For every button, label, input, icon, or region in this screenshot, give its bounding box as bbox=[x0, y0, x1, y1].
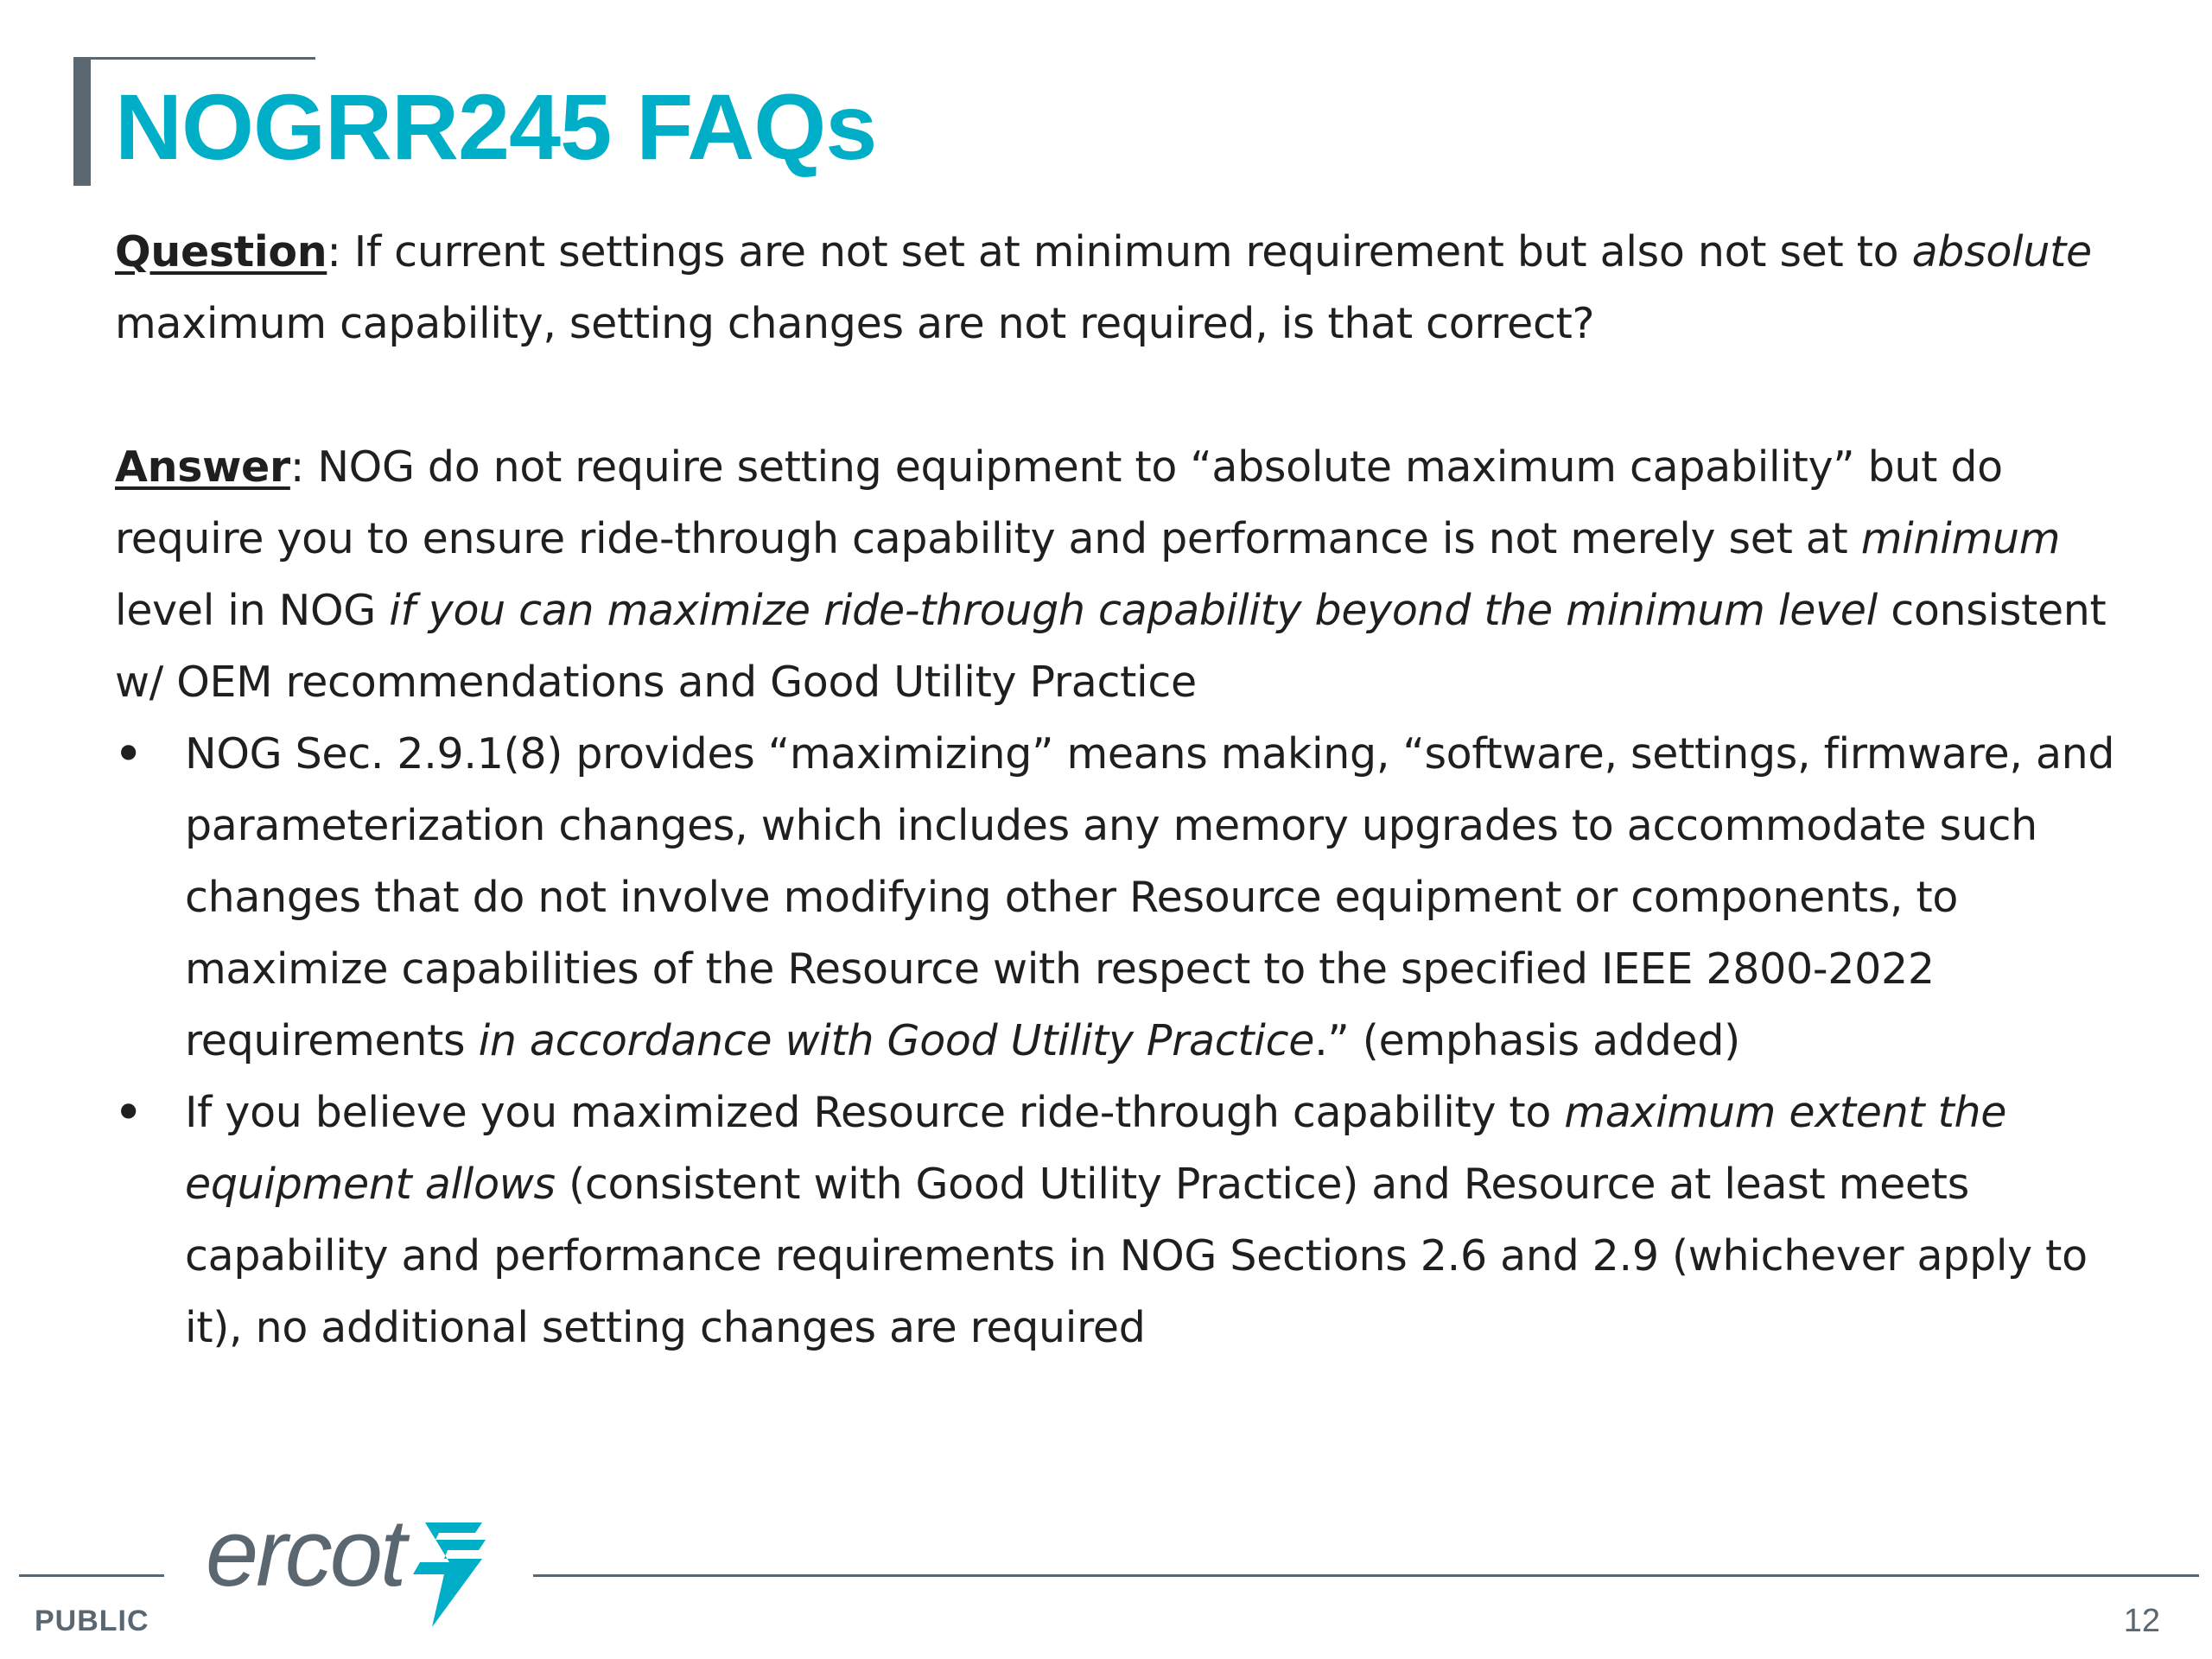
answer-text-3-post: consistent bbox=[1877, 586, 2107, 635]
bullet-1-text-5-post: .” (emphasis added) bbox=[1314, 1016, 1740, 1065]
question-label: Question bbox=[115, 227, 327, 276]
ercot-logo-wordmark: ercot bbox=[206, 1500, 404, 1606]
bullet-2-emphasis-1: maximum extent the bbox=[1564, 1088, 2007, 1137]
answer-block bbox=[115, 431, 2107, 718]
slide-body bbox=[115, 216, 2115, 1363]
answer-emphasis-minimum: minimum bbox=[1860, 514, 2061, 563]
title-accent-line bbox=[73, 57, 315, 60]
paragraph-spacer bbox=[115, 359, 2102, 431]
bullet-2-emphasis-2: equipment allows bbox=[185, 1160, 556, 1209]
bullet-1-text-5: requirements bbox=[185, 1016, 479, 1065]
title-accent-bar bbox=[73, 59, 91, 186]
bullet-2-line-1 bbox=[185, 1077, 2102, 1148]
answer-label: Answer bbox=[115, 442, 290, 492]
answer-emphasis-maximize: if you can maximize ride-through capability beyond the minimum level bbox=[389, 586, 1878, 635]
question-line-2: maximum capability, setting changes are not required, is that correct? bbox=[115, 299, 1595, 348]
bullet-item-no-changes bbox=[115, 1077, 2102, 1363]
answer-line-1 bbox=[115, 431, 2102, 503]
classification-label: PUBLIC bbox=[35, 1605, 149, 1637]
bullet-1-line-2: parameterization changes, which includes any memory upgrades to accommodate such bbox=[185, 801, 2037, 850]
bullet-2-text-1: If you believe you maximized Resource ride-through capability to bbox=[185, 1088, 1565, 1137]
bullet-1-line-3: changes that do not involve modifying other Resource equipment or components, to bbox=[185, 873, 1959, 922]
question-text-1: : If current settings are not set at minimum requirement but also not set to bbox=[327, 227, 1912, 276]
lightning-bolt-icon bbox=[406, 1521, 493, 1629]
page-number: 12 bbox=[2123, 1603, 2160, 1639]
footer-divider-left bbox=[19, 1574, 164, 1577]
bullet-2-line-2 bbox=[185, 1148, 2102, 1220]
bullet-1-line-5 bbox=[185, 1005, 2102, 1077]
question-line-1 bbox=[115, 216, 2102, 288]
bullet-1-emphasis: in accordance with Good Utility Practice bbox=[478, 1016, 1315, 1065]
bullet-1-line-4: maximize capabilities of the Resource with respect to the specified IEEE 2800-2022 bbox=[185, 944, 1935, 994]
bullet-marker: • bbox=[115, 729, 143, 779]
bullet-marker: • bbox=[115, 1088, 143, 1137]
footer-divider-right bbox=[533, 1574, 2199, 1577]
slide-title: NOGRR245 FAQs bbox=[115, 74, 877, 179]
bullet-1-line-1: NOG Sec. 2.9.1(8) provides “maximizing” means making, “software, settings, firmware, and bbox=[185, 729, 2115, 779]
answer-text-3: level in NOG bbox=[115, 586, 390, 635]
answer-line-4: w/ OEM recommendations and Good Utility Practice bbox=[115, 658, 1197, 707]
bullet-2-line-3: capability and performance requirements in NOG Sections 2.6 and 2.9 (whichever apply to bbox=[185, 1231, 2088, 1281]
bullet-2-line-4: it), no additional setting changes are required bbox=[185, 1303, 1146, 1352]
answer-line-3 bbox=[115, 575, 2107, 646]
question-emphasis: absolute bbox=[1911, 227, 2092, 276]
answer-text-1: : NOG do not require setting equipment to “absolute maximum capability” but do bbox=[289, 442, 2003, 492]
bullet-item-maximizing bbox=[115, 718, 2115, 1077]
answer-text-2: require you to ensure ride-through capability and performance is not merely set at bbox=[115, 514, 1861, 563]
answer-line-2 bbox=[115, 503, 2102, 575]
bullet-2-text-2: (consistent with Good Utility Practice) and Resource at least meets bbox=[555, 1160, 1969, 1209]
question-block bbox=[115, 216, 2102, 359]
